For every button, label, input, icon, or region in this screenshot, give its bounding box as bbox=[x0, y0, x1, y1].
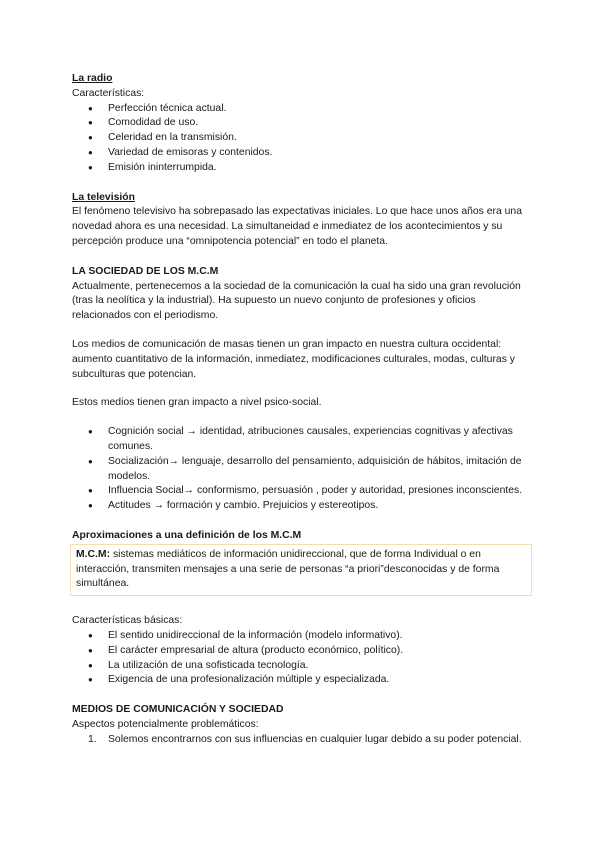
definition-box bbox=[70, 544, 532, 596]
list-item: ● La utilización de una sofisticada tecnología. bbox=[72, 659, 532, 674]
radio-heading: La radio bbox=[72, 73, 113, 84]
list-item: ● Actitudes → formación y cambio. Prejuicios y estereotipos. bbox=[72, 499, 532, 514]
sociedad-paragraph-1: Actualmente, pertenecemos a la sociedad de la comunicación la cual ha sido una gran revolución (tras la neolítica y la industrial). Ha supuesto un nuevo conjunto de profesiones y oficios relacionados con el periodismo. bbox=[72, 280, 521, 322]
medios-heading: MEDIOS DE COMUNICACIÓN Y SOCIEDAD bbox=[72, 704, 284, 716]
list-item: ● Variedad de emisoras y contenidos. bbox=[72, 146, 532, 161]
caracteristicas-list bbox=[72, 629, 532, 688]
definition-text: sistemas mediáticos de información unidireccional, que de forma Individual o en interacción, transmiten mensajes a una serie de personas “a priori”desconocidas y de forma simultánea. bbox=[76, 548, 500, 590]
list-item: ● El sentido unidireccional de la información (modelo informativo). bbox=[72, 629, 532, 644]
sociedad-paragraph-2: Los medios de comunicación de masas tienen un gran impacto en nuestra cultura occidental: aumento cuantitativo de la información, inmediatez, modificaciones culturales, modas, culturas y subculturas que potencian. bbox=[72, 338, 515, 380]
television-body: El fenómeno televisivo ha sobrepasado las expectativas iniciales. Lo que hace unos años era una novedad ahora es una necesidad. La simultaneidad e inmediatez de los acontecimientos y su percepción produce una “omnipotencia potencial” en todo el planeta. bbox=[72, 206, 522, 247]
list-number: 1. bbox=[88, 733, 97, 745]
medios-intro: Aspectos potencialmente problemáticos: bbox=[72, 718, 259, 730]
list-item bbox=[72, 733, 532, 748]
radio-intro: Características: bbox=[72, 87, 145, 99]
television-heading: La televisión bbox=[72, 191, 135, 203]
list-item: ● Comodidad de uso. bbox=[72, 116, 532, 131]
list-item: ● Celeridad en la transmisión. bbox=[72, 131, 532, 146]
psicosocial-list bbox=[72, 425, 532, 514]
caracteristicas-intro: Características básicas: bbox=[72, 615, 183, 627]
list-item-text: Solemos encontrarnos con sus influencias en cualquier lugar debido a su poder potencial. bbox=[108, 733, 522, 745]
document-content bbox=[72, 72, 532, 747]
list-item: ● Socialización→ lenguaje, desarrollo del pensamiento, adquisición de hábitos, imitación de modelos. bbox=[72, 455, 532, 485]
sociedad-heading: LA SOCIEDAD DE LOS M.C.M bbox=[72, 265, 219, 277]
aproximaciones-heading: Aproximaciones a una definición de los M.C.M bbox=[72, 529, 302, 541]
radio-list bbox=[72, 102, 532, 176]
medios-list bbox=[72, 733, 532, 748]
list-item: ● Emisión ininterrumpida. bbox=[72, 161, 532, 176]
list-item: ● Perfección técnica actual. bbox=[72, 102, 532, 117]
list-item: ● Cognición social → identidad, atribuciones causales, experiencias cognitivas y afectivas comunes. bbox=[72, 425, 532, 455]
definition-term: M.C.M: bbox=[76, 548, 111, 560]
list-item: ● El carácter empresarial de altura (producto económico, político). bbox=[72, 644, 532, 659]
list-item: ● Exigencia de una profesionalización múltiple y especializada. bbox=[72, 673, 532, 688]
sociedad-paragraph-3: Estos medios tienen gran impacto a nivel psico-social. bbox=[72, 397, 322, 409]
list-item: ● Influencia Social→ conformismo, persuasión , poder y autoridad, presiones inconscientes. bbox=[72, 484, 532, 499]
